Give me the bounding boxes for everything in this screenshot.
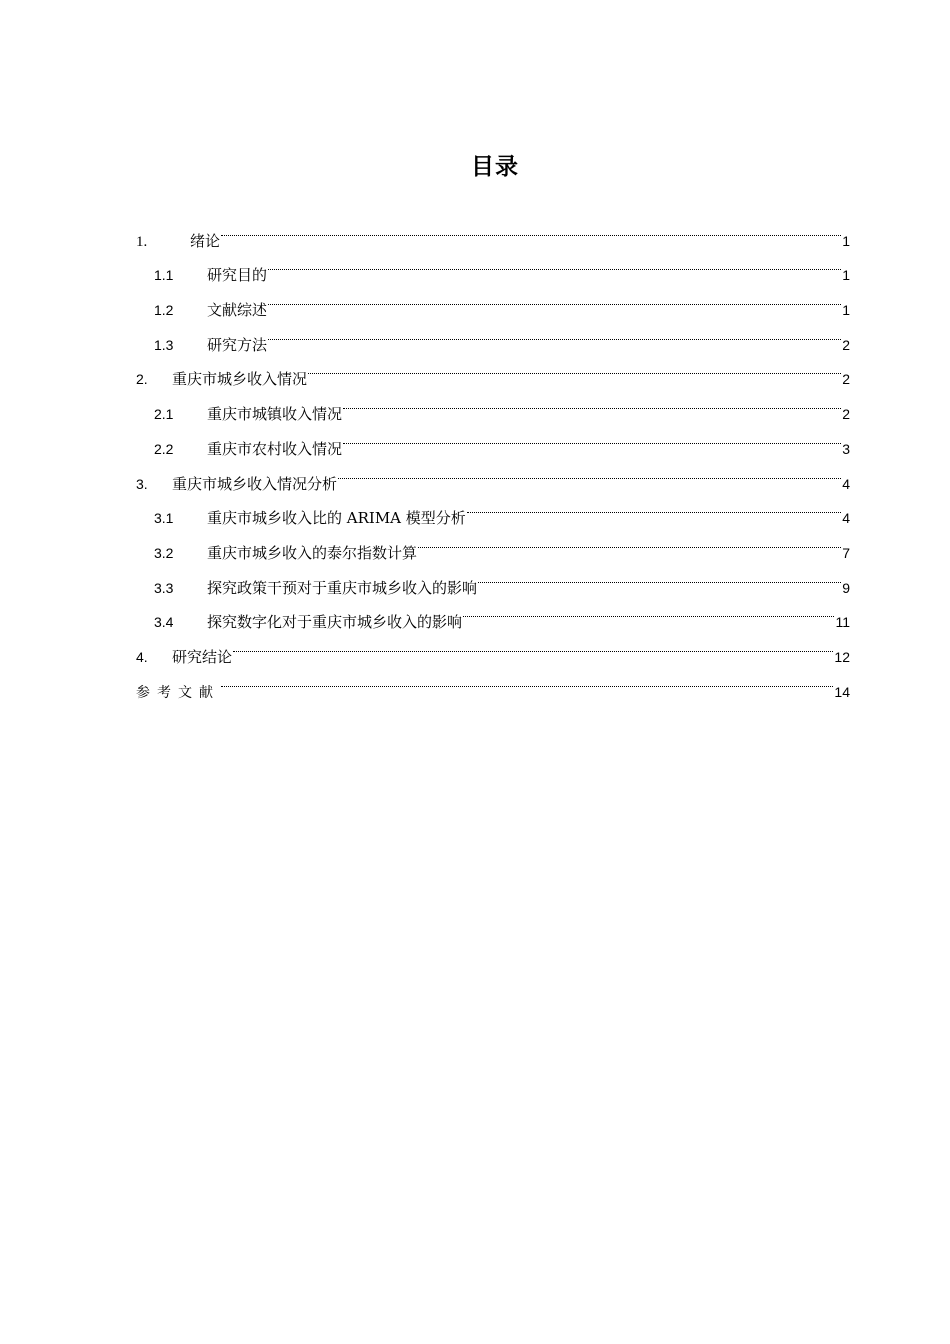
toc-entry-1-1[interactable] <box>136 246 850 285</box>
toc-entry-number: 1. <box>136 233 148 250</box>
toc-entry-number: 2. <box>136 371 148 388</box>
toc-entry-title: 参考文献 <box>136 684 220 701</box>
toc-entry-number: 1.1 <box>154 267 174 284</box>
toc-entry-number: 2.1 <box>154 406 174 423</box>
dot-leader <box>268 315 841 350</box>
dot-leader <box>221 662 833 697</box>
dot-leader <box>418 523 841 558</box>
toc-entry-page: 12 <box>834 648 850 665</box>
toc-entry-number: 1.2 <box>154 302 174 319</box>
toc-entry-title: 研究目的 <box>207 266 268 285</box>
toc-entry-number: 3.2 <box>154 544 174 561</box>
toc-entry-title: 探究数字化对于重庆市城乡收入的影响 <box>207 613 463 632</box>
toc-entry-title: 重庆市城乡收入的泰尔指数计算 <box>207 543 418 562</box>
dot-leader <box>343 384 841 419</box>
toc-entry-number: 3.1 <box>154 510 174 527</box>
toc-entry-title: 重庆市城乡收入情况分析 <box>172 474 338 493</box>
dot-leader <box>268 246 841 281</box>
toc-entry-number: 4. <box>136 648 148 665</box>
toc-entry-4[interactable] <box>136 627 850 666</box>
dot-leader <box>343 419 841 454</box>
toc-entry-page: 2 <box>842 336 850 353</box>
toc-entry-title: 探究政策干预对于重庆市城乡收入的影响 <box>207 578 478 597</box>
toc-entry-number: 3.4 <box>154 614 174 631</box>
toc-entry-number: 1.3 <box>154 336 174 353</box>
dot-leader <box>338 454 841 489</box>
dot-leader <box>233 627 833 662</box>
toc-entry-1[interactable] <box>136 211 850 250</box>
toc-entry-page: 2 <box>842 371 850 388</box>
toc-entry-page: 3 <box>842 440 850 457</box>
toc-entry-page: 1 <box>842 232 850 249</box>
dot-leader <box>463 593 834 628</box>
toc-entry-title: 研究结论 <box>172 647 233 666</box>
toc-entry-page: 9 <box>842 579 850 596</box>
toc-entry-page: 1 <box>842 267 850 284</box>
toc-entry-page: 7 <box>842 544 850 561</box>
dot-leader <box>268 280 841 315</box>
toc-entry-title: 重庆市城镇收入情况 <box>207 405 343 424</box>
toc-entry-title: 文献综述 <box>207 301 268 320</box>
toc-entry-title: 重庆市农村收入情况 <box>207 439 343 458</box>
dot-leader <box>467 489 841 524</box>
table-of-contents <box>136 211 850 701</box>
toc-entry-page: 14 <box>834 683 850 700</box>
toc-entry-page: 2 <box>842 406 850 423</box>
toc-entry-title: 重庆市城乡收入比的 ARIMA 模型分析 <box>207 509 466 528</box>
toc-entry-page: 1 <box>842 302 850 319</box>
toc-entry-references[interactable] <box>136 662 850 701</box>
toc-title: 目录 <box>471 154 519 180</box>
toc-entry-number: 3. <box>136 475 148 492</box>
toc-entry-title: 重庆市城乡收入情况 <box>172 370 308 389</box>
toc-entry-number: 3.3 <box>154 579 174 596</box>
toc-entry-page: 11 <box>835 614 850 631</box>
toc-entry-title: 绪论 <box>190 231 221 250</box>
dot-leader <box>478 558 841 593</box>
toc-entry-page: 4 <box>842 475 850 492</box>
toc-entry-page: 4 <box>842 510 850 527</box>
toc-entry-number: 2.2 <box>154 440 174 457</box>
dot-leader <box>221 211 841 246</box>
dot-leader <box>308 350 841 385</box>
toc-entry-title: 研究方法 <box>207 335 268 354</box>
